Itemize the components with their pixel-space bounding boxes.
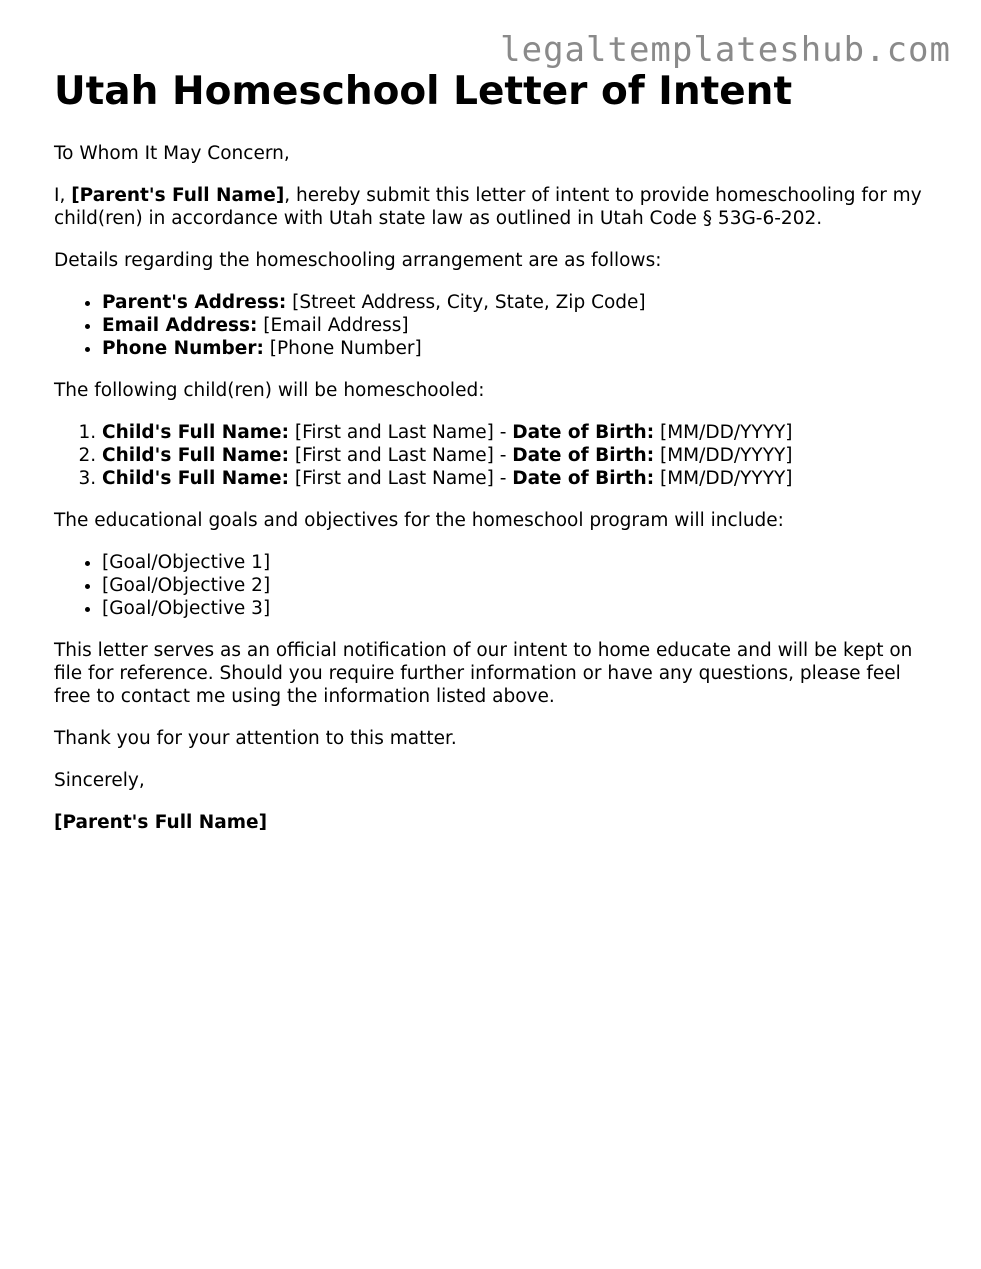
- intro-paragraph: [54, 184, 934, 230]
- detail-label: Parent's Address:: [102, 292, 287, 313]
- child-name-value: [First and Last Name] -: [289, 422, 513, 443]
- detail-phone: [102, 337, 934, 360]
- child-name-label: Child's Full Name:: [102, 445, 289, 466]
- children-heading: The following child(ren) will be homeschooled:: [54, 380, 485, 401]
- signature-name: [Parent's Full Name]: [54, 812, 268, 833]
- child-dob-value: [MM/DD/YYYY]: [654, 422, 793, 443]
- detail-value: [Phone Number]: [263, 338, 422, 359]
- child-item: [102, 444, 934, 467]
- child-name-value: [First and Last Name] -: [289, 445, 513, 466]
- salutation: To Whom It May Concern,: [54, 143, 290, 164]
- closing: Sincerely,: [54, 770, 145, 791]
- page-title: Utah Homeschool Letter of Intent: [54, 69, 793, 114]
- child-dob-value: [MM/DD/YYYY]: [654, 445, 793, 466]
- detail-value: [Email Address]: [257, 315, 409, 336]
- detail-address: [102, 291, 934, 314]
- child-item: [102, 421, 934, 444]
- details-heading: Details regarding the homeschooling arrangement are as follows:: [54, 250, 662, 271]
- goal-item: • [Goal/Objective 2]: [102, 574, 934, 597]
- letter-document: [54, 68, 934, 853]
- child-name-label: Child's Full Name:: [102, 468, 289, 489]
- child-dob-value: [MM/DD/YYYY]: [654, 468, 793, 489]
- child-name-value: [First and Last Name] -: [289, 468, 513, 489]
- child-name-label: Child's Full Name:: [102, 422, 289, 443]
- child-dob-label: Date of Birth:: [512, 445, 655, 466]
- details-list: [54, 291, 934, 360]
- signature: [54, 811, 934, 834]
- detail-label: Phone Number:: [102, 338, 264, 359]
- intro-prefix: I,: [54, 185, 72, 206]
- intro-parent-name: [Parent's Full Name]: [71, 185, 285, 206]
- child-item: [102, 467, 934, 490]
- goal-item: • [Goal/Objective 1]: [102, 551, 934, 574]
- thanks-paragraph: Thank you for your attention to this matter.: [54, 728, 457, 749]
- goals-heading: The educational goals and objectives for the homeschool program will include:: [54, 510, 784, 531]
- watermark: legaltemplateshub.com: [500, 30, 951, 70]
- goal-item: • [Goal/Objective 3]: [102, 597, 934, 620]
- intro-text: , hereby submit this letter of intent to provide homeschooling for my child(ren) in accordance with Utah state law as outlined in Utah Code § 53G-6-202.: [54, 185, 922, 229]
- notification-paragraph: This letter serves as an official notification of our intent to home educate and will be kept on file for reference. Should you require further information or have any questions, please feel free to contact me using the information listed above.: [54, 640, 913, 707]
- detail-value: [Street Address, City, State, Zip Code]: [286, 292, 646, 313]
- detail-label: Email Address:: [102, 315, 258, 336]
- child-dob-label: Date of Birth:: [512, 422, 655, 443]
- children-list: [54, 421, 934, 490]
- child-dob-label: Date of Birth:: [512, 468, 655, 489]
- detail-email: [102, 314, 934, 337]
- goals-list: [54, 551, 934, 620]
